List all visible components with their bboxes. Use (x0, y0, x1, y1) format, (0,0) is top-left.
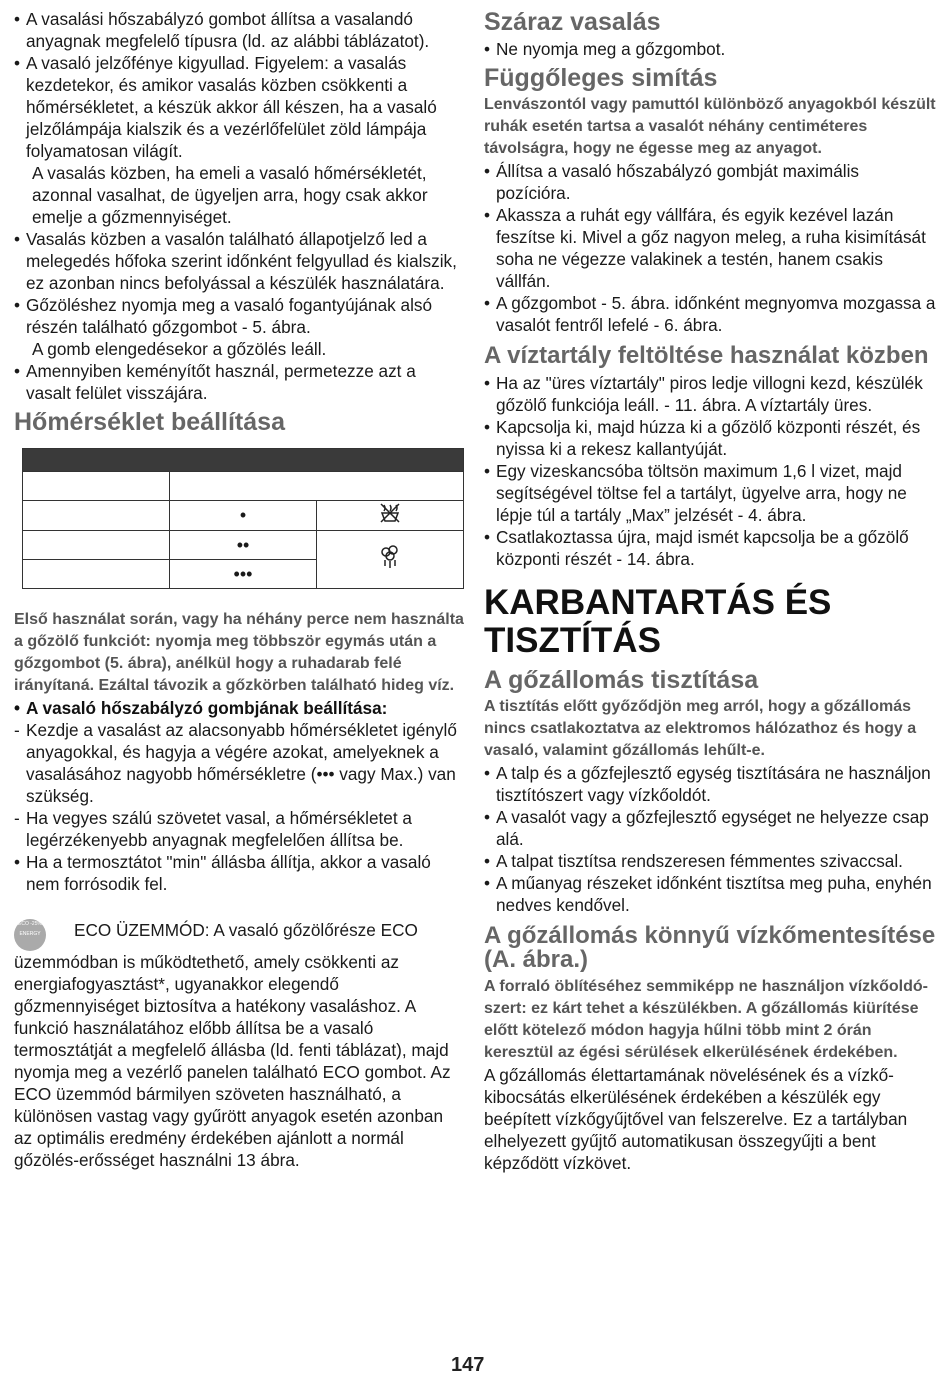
section-heading-dry: Száraz vasalás (484, 8, 661, 36)
right-column (484, 8, 936, 1174)
temp-dots-3: ••• (170, 560, 317, 589)
list-item: • A vasaló jelzőfénye kigyullad. Figyelem: a vasalás kezdetekor, és amikor vasalás közben csökkenti a hőmérsékletet, a készük akkor áll készen, ha a vasaló jelzőlámpája kialszik és a vezérlőfelület zöld lámpája folyamatosan világít. (14, 52, 464, 162)
intro-list (14, 8, 464, 162)
list-item: • Ha a termosztátot "min" állásba állítja, akkor a vasaló nem forrósodik fel. (14, 851, 464, 895)
starch-list (14, 360, 464, 404)
section-heading-temperature: Hőmérséklet beállítása (14, 408, 285, 436)
indented-note: A gomb elengedésekor a gőzölés leáll. (32, 339, 327, 359)
eco-paragraph (14, 919, 464, 1171)
list-item: • Akassza a ruhát egy vállfára, és egyik kezével lazán feszítse ki. Mivel a gőz nagyon meleg, a ruha kisimítását soha ne végezze valakinek a testén, hanem csakis vállfán. (484, 204, 936, 292)
steam-list (14, 228, 464, 338)
table-cell (23, 472, 170, 501)
steam-icon (317, 531, 464, 589)
list-item: - Ha vegyes szálú szövetet vasal, a hőmérsékletet a legérzékenyebb anyagnak megfelelően állítsa be. (14, 807, 464, 851)
cleaning-list (484, 762, 936, 916)
list-item: • A vasalási hőszabályzó gombot állítsa a vasalandó anyagnak megfelelő típusra (ld. az alábbi táblázatot). (14, 8, 464, 52)
table-cell (23, 501, 170, 531)
list-item: • Gőzöléshez nyomja meg a vasaló fogantyújának alsó részén található gőzgombot - 5. ábra. (14, 294, 464, 338)
list-item: • Állítsa a vasaló hőszabályzó gombját maximális pozícióra. (484, 160, 936, 204)
table-header (23, 449, 464, 472)
list-item: • A műanyag részeket időnként tisztítsa meg puha, enyhén nedves kendővel. (484, 872, 936, 916)
thermostat-list (14, 851, 464, 895)
section-heading-descaling: A gőzállomás könnyű vízkőmentesítése (A. ábra.) (484, 922, 936, 973)
knob-title: • A vasaló hőszabályzó gombjának beállítása: (14, 697, 464, 719)
descaling-note: A forraló öblítéséhez semmiképp ne használjon vízkőoldó- szert: ez kárt tehet a készülékben. A gőzállomás kiürítése előtt kötelező módon hagyja hűlni több mint 2 órán keresztül az égési sérülések elkerülésének érdekében. (484, 978, 928, 1061)
table-cell (23, 531, 170, 560)
table-cell (23, 560, 170, 589)
list-item: • Amennyiben keményítőt használ, permetezze azt a vasalt felület visszájára. (14, 360, 464, 404)
eco-logo-icon: ECO -25% ENERGY (14, 919, 46, 951)
list-item: • Egy vizeskancsóba töltsön maximum 1,6 l vizet, majd segítségével töltse fel a tartályt, ügyelve arra, hogy ne lépje túl a tartály „Max” jelzését - 4. ábra. (484, 460, 936, 526)
list-item: • Vasalás közben a vasalón található állapotjelző led a melegedés hőfoka szerint időnként felgyullad és kialszik, ez azonban nincs befolyással a készülék használatára. (14, 228, 464, 294)
temperature-table (22, 448, 464, 589)
section-heading-cleaning: A gőzállomás tisztítása (484, 666, 759, 694)
refill-list (484, 372, 936, 570)
knob-dash-list (14, 719, 464, 851)
vertical-note: Lenvászontól vagy pamuttól különböző anyagokból készült ruhák esetén tartsa a vasalót néhány centiméteres távolságra, hogy ne égesse meg az anyagot. (484, 96, 936, 157)
vertical-list (484, 160, 936, 336)
list-item: • A talp és a gőzfejlesztő egység tisztítására ne használjon tisztítószert vagy vízkőoldót. (484, 762, 936, 806)
list-item: - Kezdje a vasalást az alacsonyabb hőmérsékletet igénylő anyagokkal, és hagyja a végére azokat, amelyeknek a vasalásához nagyobb hőmérsékletre (••• vagy Max.) van szükség. (14, 719, 464, 807)
section-heading-vertical: Függőleges simítás (484, 64, 718, 92)
indented-note: A vasalás közben, ha emeli a vasaló hőmérsékletét, azonnal vasalhat, de ügyeljen arra, hogy csak akkor emelje a gőzmennyiséget. (32, 163, 428, 227)
list-item: • A gőzgombot - 5. ábra. időnként megnyomva mozgassa a vasalót fentről lefelé - 6. ábra. (484, 292, 936, 336)
eco-text: ECO ÜZEMMÓD: A vasaló gőzölőrésze ECO üzemmódban is működtethető, amely csökkenti az energiafogyasztást*, ugyanakkor elegendő gőzmennyiséget biztosítva a hatékony vasaláshoz. A funkció használatához előbb állítsa be a vasaló termosztátját a megfelelő állásba (ld. fenti táblázat), majd nyomja meg a vezérlő panelen található ECO gombot. Az ECO üzemmód bármilyen szöveten használható, a különösen vastag vagy gyűrött anyagok esetén azonban az optimális eredmény érdekében ajánlott a normál gőzölés-erősséget használni 13 ábra. (14, 920, 451, 1170)
temp-dots-2: •• (170, 531, 317, 560)
section-heading-refill: A víztartály feltöltése használat közben (484, 342, 929, 369)
descaling-text: A gőzállomás élettartamának növelésének és a vízkő-kibocsátás elkerülésének érdekében a készülék egy beépített vízkőgyűjtővel van felszerelve. Ez a tartályban elhelyezett gyűjtő automatikusan összegyűjti a bent képződött vízkövet. (484, 1065, 908, 1173)
cleaning-note: A tisztítás előtt győződjön meg arról, hogy a gőzállomás nincs csatlakoztatva az elektromos hálózathoz és hogy a vasaló, valamint gőzállomás lehűlt-e. (484, 698, 917, 759)
page-number: 147 (451, 1354, 485, 1376)
list-item: • Ha az "üres víztartály" piros ledje villogni kezd, készülék gőzölő funkciója leáll. - 11. ábra. A víztartály üres. (484, 372, 936, 416)
list-item: • Csatlakoztassa újra, majd ismét kapcsolja be a gőzölő központi részét - 14. ábra. (484, 526, 936, 570)
list-item: • A talpat tisztítsa rendszeresen fémmentes szivaccsal. (484, 850, 936, 872)
temp-dots-1: • (170, 501, 317, 531)
dry-list (484, 38, 936, 60)
first-use-note: Első használat során, vagy ha néhány perce nem használta a gőzölő funkciót: nyomja meg többször egymás után a gőzgombot (5. ábra), anélkül hogy a ruhadarab felé irányítaná. Ezáltal távozik a gőzkörben található hideg víz. (14, 611, 464, 694)
list-item: • A vasalót vagy a gőzfejlesztő egységet ne helyezze csap alá. (484, 806, 936, 850)
no-steam-icon (317, 501, 464, 531)
eco-section (14, 919, 464, 1171)
table-cell (170, 472, 464, 501)
list-item: • Kapcsolja ki, majd húzza ki a gőzölő központi részét, és nyissa ki a rekesz kallantyúját. (484, 416, 936, 460)
knob-title-list (14, 697, 464, 719)
left-column (14, 8, 464, 1171)
section-heading-maintenance: KARBANTARTÁS ÉS TISZTÍTÁS (484, 583, 832, 660)
list-item: • Ne nyomja meg a gőzgombot. (484, 38, 936, 60)
